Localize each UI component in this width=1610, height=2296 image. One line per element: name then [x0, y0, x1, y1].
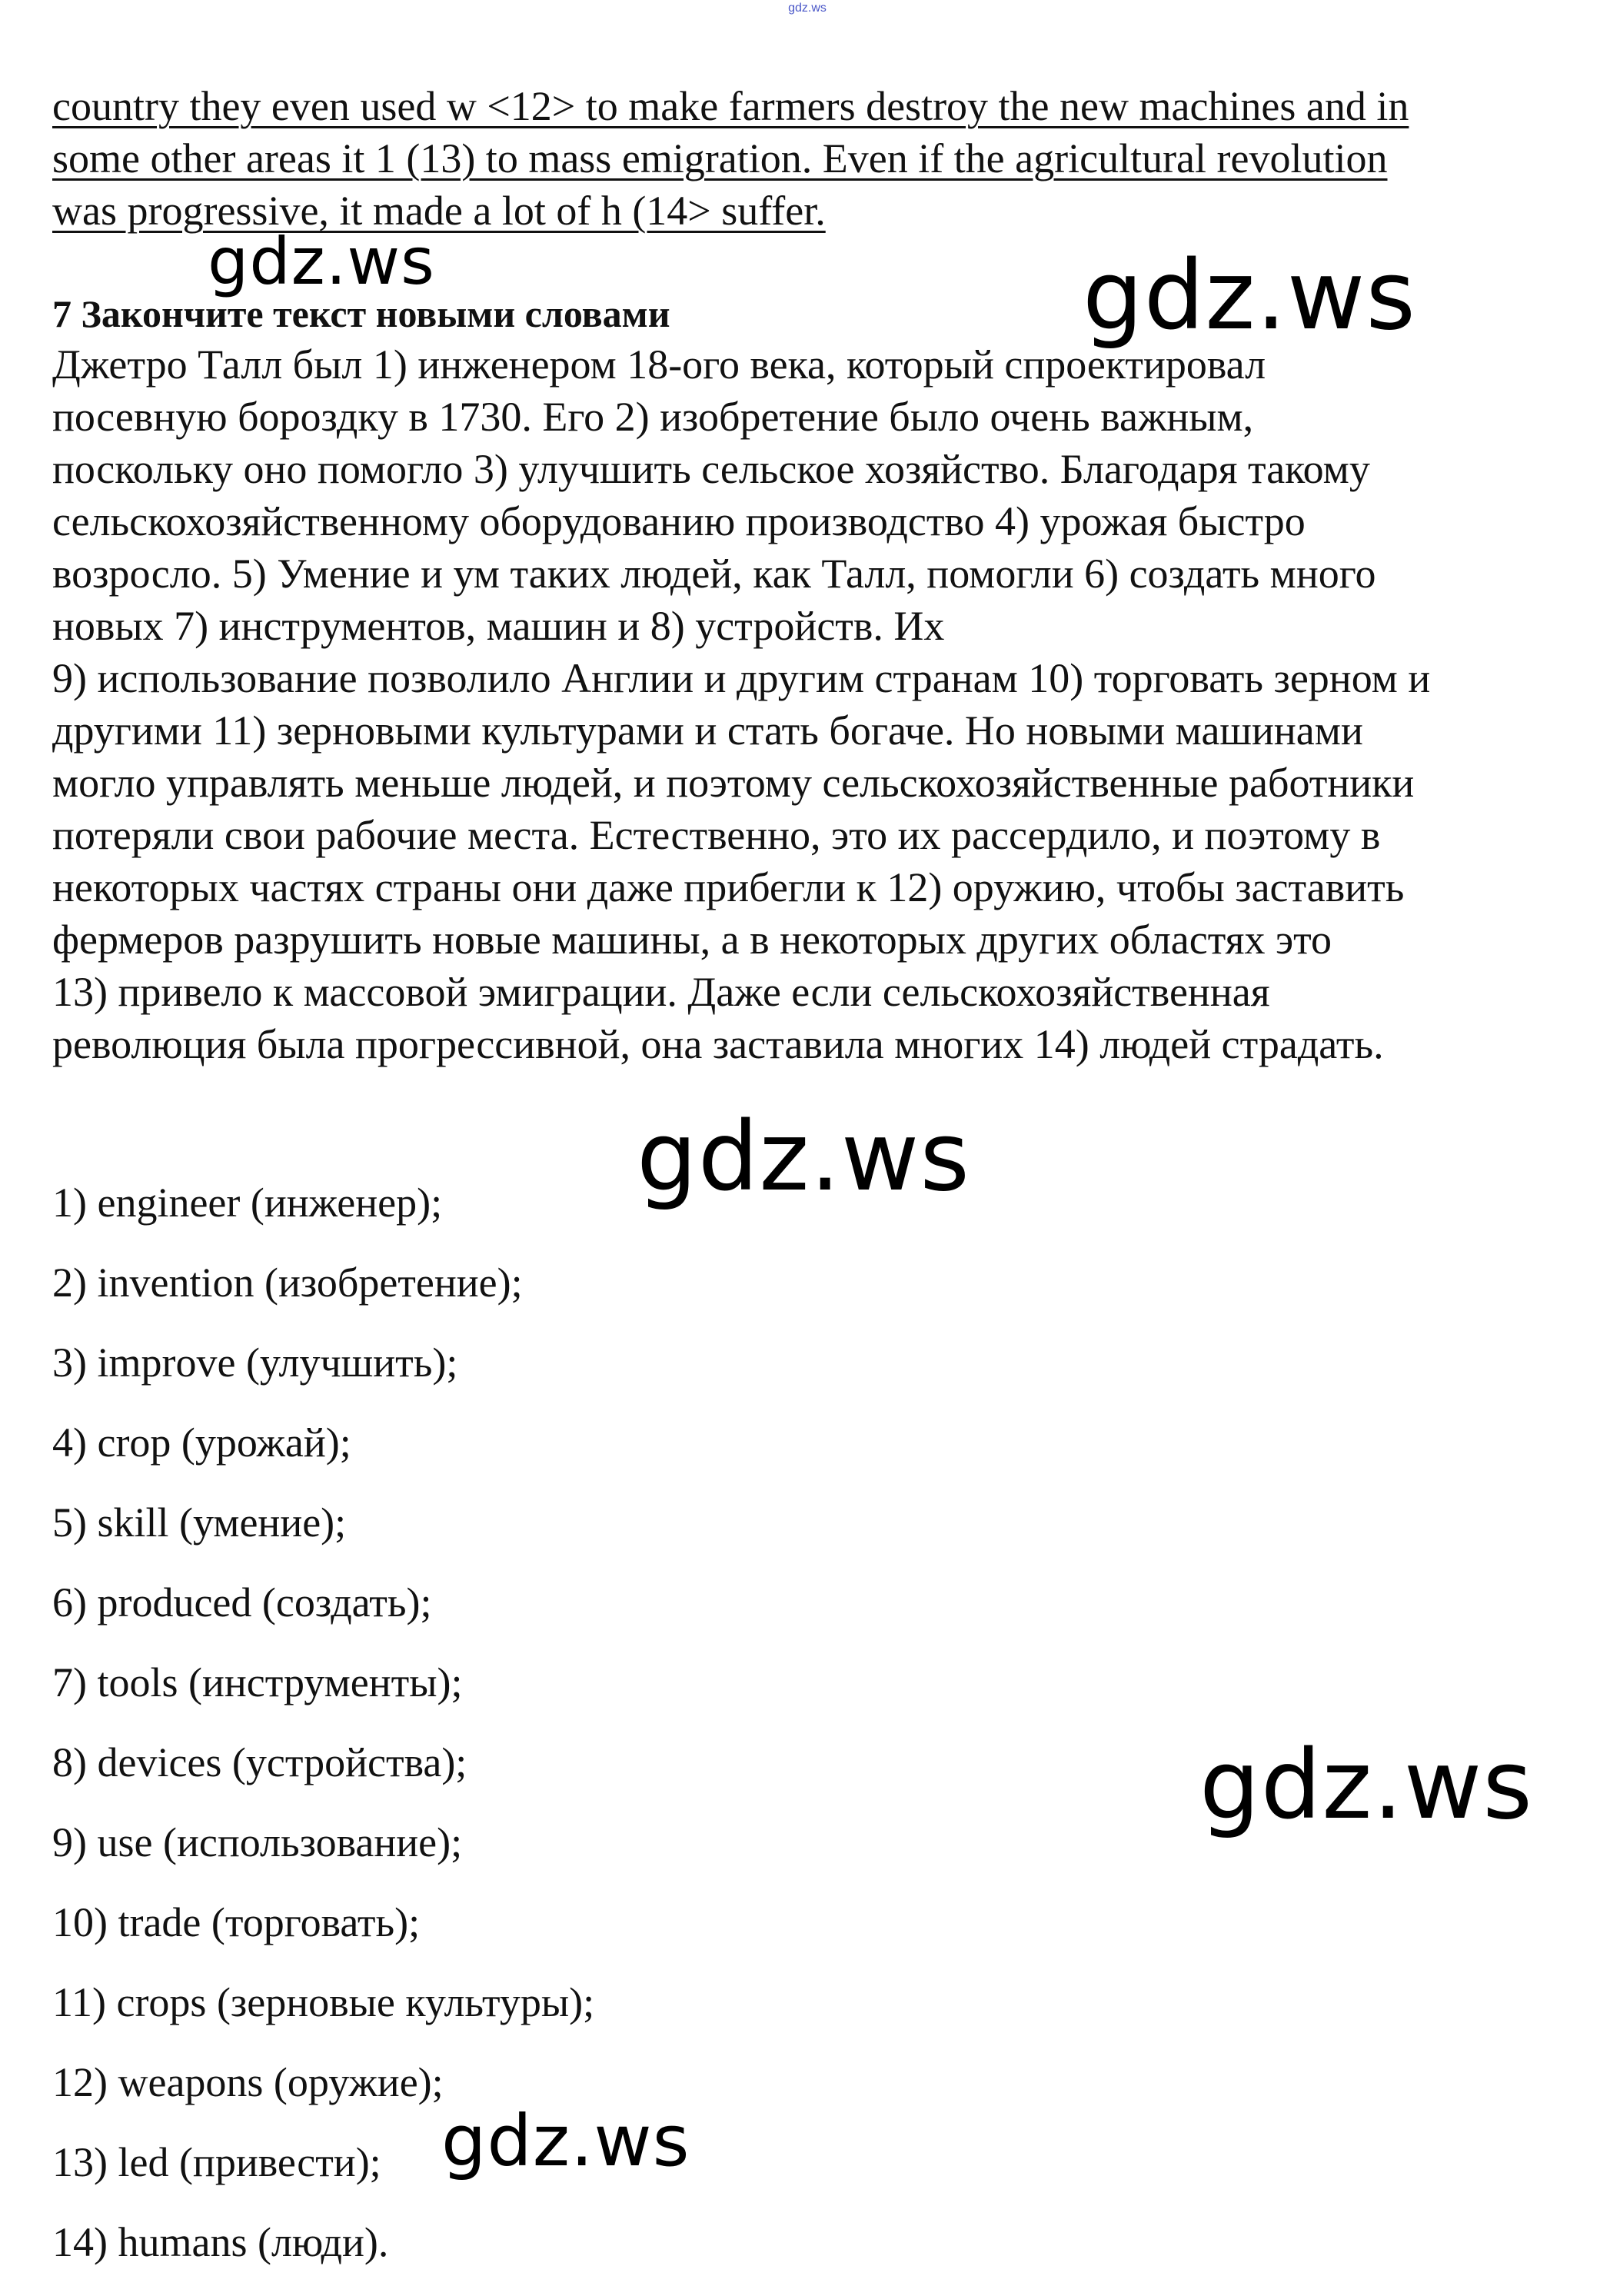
translation-line: могло управлять меньше людей, и поэтому сельскохозяйственные работники — [52, 760, 1415, 806]
translation-line: возросло. 5) Умение и ум таких людей, как Талл, помогли 6) создать много — [52, 551, 1376, 597]
english-text-fragment — [52, 80, 1582, 237]
english-text-line: country they even used w <12> to make farmers destroy the new machines and in — [52, 83, 1409, 129]
answer-item: 14) humans (люди). — [52, 2219, 389, 2265]
answer-item: 3) improve (улучшить); — [52, 1339, 458, 1386]
answer-item: 5) skill (умение); — [52, 1499, 347, 1546]
watermark: gdz.ws — [208, 224, 435, 299]
translation-line: революция была прогрессивной, она заставила многих 14) людей страдать. — [52, 1021, 1384, 1067]
answer-item: 13) led (привести); — [52, 2139, 381, 2185]
translation-line: 13) привело к массовой эмиграции. Даже если сельскохозяйственная — [52, 969, 1270, 1015]
translation-line: поскольку оно помогло 3) улучшить сельское хозяйство. Благодаря такому — [52, 446, 1370, 492]
watermark: gdz.ws — [1083, 241, 1416, 351]
answer-item: 1) engineer (инженер); — [52, 1180, 443, 1226]
answer-item: 4) crop (урожай); — [52, 1419, 351, 1466]
translation-line: фермеров разрушить новые машины, а в некоторых других областях это — [52, 917, 1332, 963]
answer-item: 10) trade (торговать); — [52, 1899, 421, 1945]
translation-line: 9) использование позволило Англии и другим странам 10) торговать зерном и — [52, 655, 1431, 701]
english-text-line: some other areas it 1 (13) to mass emigration. Even if the agricultural revolution — [52, 135, 1388, 181]
translation-line: потеряли свои рабочие места. Естественно, это их рассердило, и поэтому в — [52, 812, 1381, 858]
task-heading: 7 Закончите текст новыми словами — [52, 292, 670, 335]
translation-line: другими 11) зерновыми культурами и стать богаче. Но новыми машинами — [52, 707, 1363, 754]
russian-translation-text — [52, 338, 1582, 1070]
english-text-line: was progressive, it made a lot of h (14> suffer. — [52, 188, 826, 234]
translation-line: новых 7) инструментов, машин и 8) устройств. Их — [52, 603, 945, 649]
watermark: gdz.ws — [441, 2100, 690, 2182]
answer-item: 11) crops (зерновые культуры); — [52, 1979, 595, 2025]
translation-line: посевную бороздку в 1730. Его 2) изобретение было очень важным, — [52, 394, 1254, 440]
watermark: gdz.ws — [1199, 1730, 1533, 1841]
answer-item: 9) use (использование); — [52, 1819, 463, 1865]
translation-line: некоторых частях страны они даже прибегли к 12) оружию, чтобы заставить — [52, 864, 1405, 910]
header-watermark: gdz.ws — [788, 2, 827, 15]
translation-line: сельскохозяйственному оборудованию производство 4) урожая быстро — [52, 498, 1306, 544]
answer-item: 7) tools (инструменты); — [52, 1659, 463, 1705]
answer-item: 8) devices (устройства); — [52, 1739, 467, 1785]
answer-item: 2) invention (изобретение); — [52, 1259, 523, 1306]
answer-item: 12) weapons (оружие); — [52, 2059, 444, 2105]
answer-item: 6) produced (создать); — [52, 1579, 432, 1626]
watermark: gdz.ws — [637, 1102, 970, 1213]
translation-line: Джетро Талл был 1) инженером 18-ого века, который спроектировал — [52, 341, 1266, 388]
